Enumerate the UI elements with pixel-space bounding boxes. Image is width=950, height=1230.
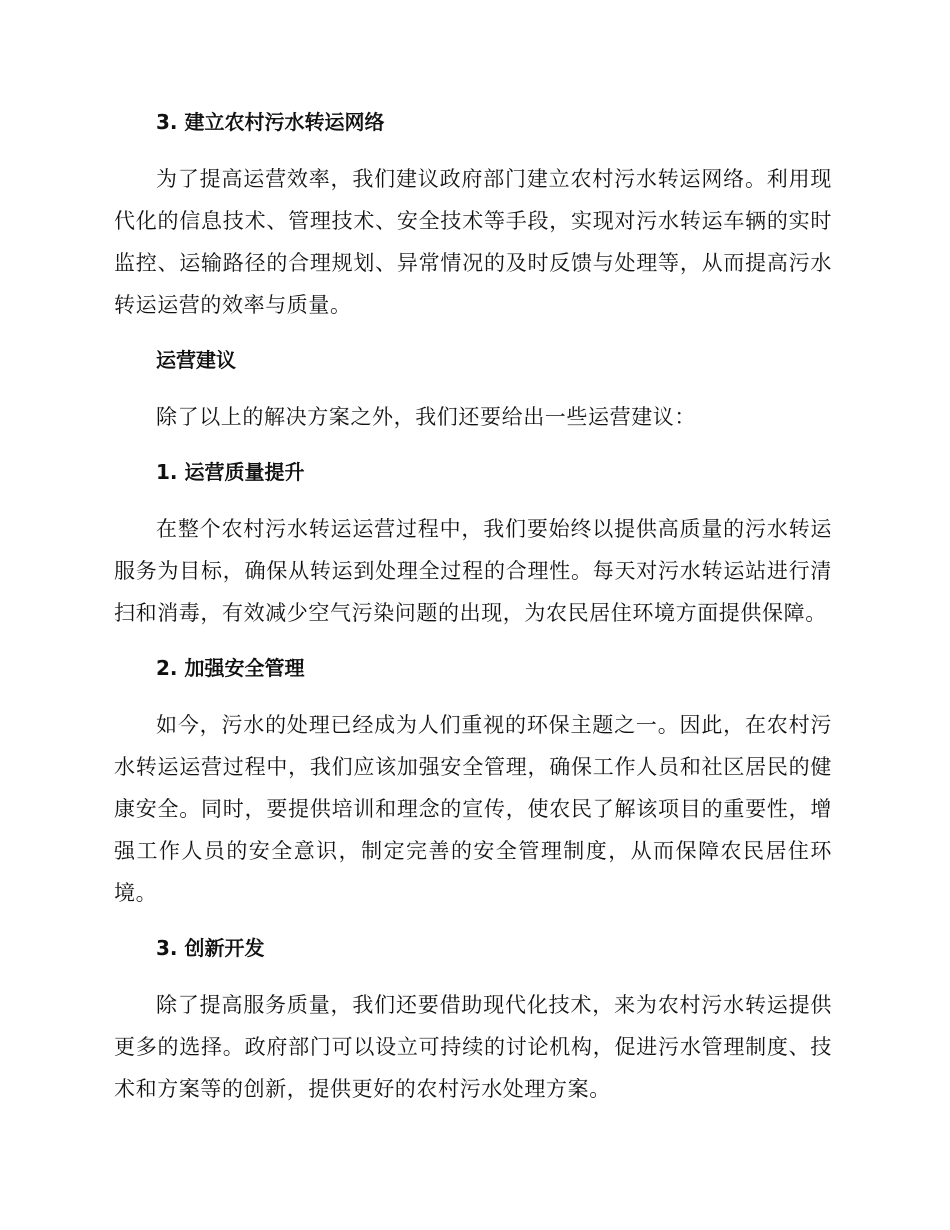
section-heading-operation-advice: 运营建议 (156, 348, 236, 372)
section-heading-innovation: 3. 创新开发 (156, 936, 265, 960)
paragraph-operation-advice: 除了以上的解决方案之外，我们还要给出一些运营建议： (156, 405, 696, 429)
paragraph-transport-network: 为了提高运营效率，我们建议政府部门建立农村污水转运网络。利用现代化的信息技术、管理技术、安全技术等手段，实现对污水转运车辆的实时监控、运输路径的合理规划、异常情况的及时反馈与处理等，从而提高污水转运运营的效率与质量。 (114, 167, 832, 317)
section-heading-transport-network: 3. 建立农村污水转运网络 (156, 110, 385, 134)
section-heading-safety-management: 2. 加强安全管理 (156, 656, 305, 680)
document-page (114, 108, 832, 1110)
paragraph-quality-improvement: 在整个农村污水转运运营过程中，我们要始终以提供高质量的污水转运服务为目标，确保从转运到处理全过程的合理性。每天对污水转运站进行清扫和消毒，有效减少空气污染问题的出现，为农民居住环境方面提供保障。 (114, 517, 832, 625)
paragraph-safety-management: 如今，污水的处理已经成为人们重视的环保主题之一。因此，在农村污水转运运营过程中，我们应该加强安全管理，确保工作人员和社区居民的健康安全。同时，要提供培训和理念的宣传，使农民了解该项目的重要性，增强工作人员的安全意识，制定完善的安全管理制度，从而保障农民居住环境。 (114, 713, 832, 905)
paragraph-innovation: 除了提高服务质量，我们还要借助现代化技术，来为农村污水转运提供更多的选择。政府部门可以设立可持续的讨论机构，促进污水管理制度、技术和方案等的创新，提供更好的农村污水处理方案。 (114, 993, 832, 1101)
section-heading-quality-improvement: 1. 运营质量提升 (156, 460, 305, 484)
